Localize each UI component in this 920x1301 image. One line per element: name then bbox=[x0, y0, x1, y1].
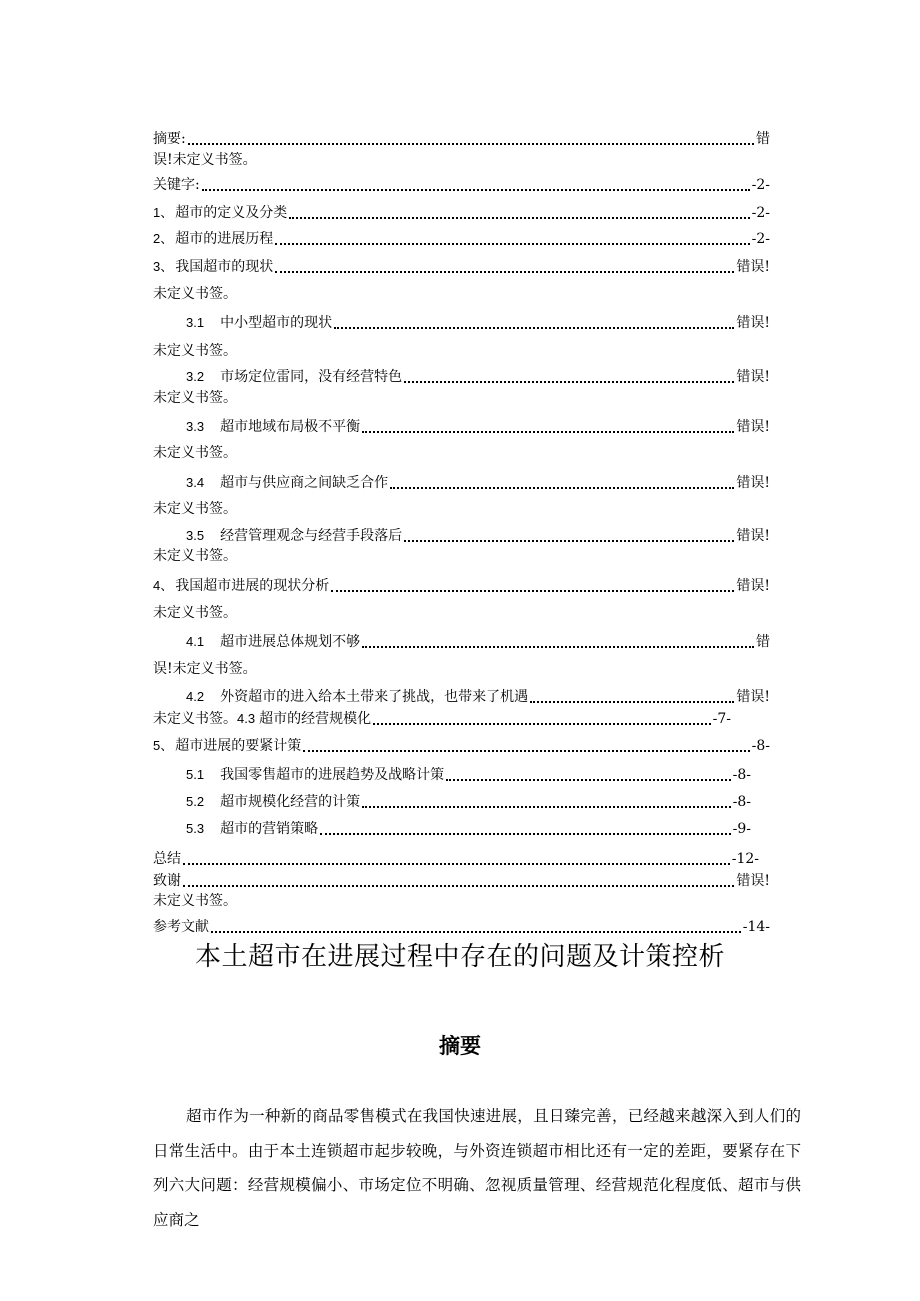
abstract-heading: 摘要 bbox=[439, 1034, 481, 1058]
toc-entry-section-4-2[interactable] bbox=[186, 684, 770, 706]
toc-entry-references[interactable] bbox=[153, 914, 770, 936]
toc-entry-number: 3.2 bbox=[186, 369, 205, 384]
toc-entry-label: 中小型超市的现状 bbox=[220, 315, 333, 331]
toc-entry-number: 1、 bbox=[153, 205, 174, 220]
abstract-paragraph: 超市作为一种新的商品零售模式在我国快速进展，且日臻完善，已经越来越深入到人们的日常生活中。由于本土连锁超市起步较晚，与外资连锁超市相比还有一定的差距，要紧存在下列六大问题：经营规模偏小、市场定位不明确、忽视质量管理、经营规范化程度低、超市与供应商之 bbox=[153, 1107, 801, 1229]
toc-entry-continuation: 未定义书签。 bbox=[153, 343, 237, 359]
toc-entry-section-3[interactable] bbox=[153, 254, 770, 276]
toc-entry-continuation: 未定义书签。 bbox=[153, 445, 237, 461]
toc-entry-number: 4.2 bbox=[186, 689, 205, 704]
toc-entry-number: 4.1 bbox=[186, 634, 205, 649]
toc-entry-label: 外资超市的进入给本土带来了挑战，也带来了机遇 bbox=[220, 689, 529, 705]
toc-entry-page: -7- bbox=[712, 711, 731, 727]
toc-leader bbox=[211, 930, 741, 933]
toc-entry-label: 我国零售超市的进展趋势及战略计策 bbox=[220, 767, 445, 783]
toc-entry-page: -2- bbox=[751, 205, 770, 221]
toc-entry-page: -9- bbox=[732, 821, 751, 837]
toc-entry-page: 错误! bbox=[736, 689, 770, 705]
toc-entry-number: 5.3 bbox=[186, 821, 205, 836]
toc-entry-label: 超市与供应商之间缺乏合作 bbox=[220, 475, 389, 491]
toc-entry-label: 关键字: bbox=[153, 177, 200, 193]
toc-entry-page: -2- bbox=[751, 231, 770, 247]
toc-leader bbox=[362, 430, 734, 433]
toc-entry-continuation: 误!未定义书签。 bbox=[153, 152, 257, 168]
toc-entry-section-5-2[interactable] bbox=[186, 789, 751, 811]
toc-entry-continuation: 误!未定义书签。 bbox=[153, 661, 257, 677]
toc-entry-section-5-1[interactable] bbox=[186, 762, 751, 784]
toc-leader bbox=[188, 142, 754, 145]
toc-entry-abstract[interactable] bbox=[153, 126, 770, 148]
toc-leader bbox=[331, 589, 734, 592]
toc-entry-number: 5.2 bbox=[186, 794, 205, 809]
toc-entry-number: 4.3 bbox=[237, 711, 256, 726]
toc-entry-page: 错误! bbox=[736, 419, 770, 435]
toc-entry-label: 超市的定义及分类 bbox=[175, 205, 288, 221]
toc-entry-section-3-3[interactable] bbox=[186, 414, 770, 436]
toc-entry-continuation: 未定义书签。 bbox=[153, 501, 237, 517]
toc-leader bbox=[390, 486, 734, 489]
toc-entry-page: 错 bbox=[756, 131, 770, 147]
toc-entry-number: 3.1 bbox=[186, 315, 205, 330]
toc-leader bbox=[289, 216, 749, 219]
toc-entry-label: 摘要: bbox=[153, 131, 186, 147]
document-title: 本土超市在进展过程中存在的问题及计策控析 bbox=[194, 942, 725, 972]
toc-entry-number: 3、 bbox=[153, 259, 174, 274]
toc-entry-page: -8- bbox=[732, 767, 751, 783]
toc-entry-page: -14- bbox=[742, 919, 770, 935]
toc-entry-section-3-4[interactable] bbox=[186, 470, 770, 492]
toc-entry-section-3-1[interactable] bbox=[186, 310, 770, 332]
toc-leader bbox=[404, 380, 734, 383]
toc-entry-section-1[interactable] bbox=[153, 200, 770, 222]
toc-entry-page: -2- bbox=[751, 177, 770, 193]
toc-entry-page: 错误! bbox=[736, 259, 770, 275]
toc-entry-page: 错误! bbox=[736, 369, 770, 385]
toc-entry-section-5-3[interactable] bbox=[186, 816, 751, 838]
toc-entry-section-5[interactable] bbox=[153, 733, 770, 755]
toc-entry-page: 错误! bbox=[736, 528, 770, 544]
toc-entry-label: 超市进展的要紧计策 bbox=[175, 738, 302, 754]
toc-leader bbox=[275, 270, 734, 273]
toc-leader bbox=[334, 326, 734, 329]
toc-leader bbox=[446, 778, 731, 781]
toc-entry-page: -8- bbox=[751, 738, 770, 754]
toc-leader bbox=[404, 539, 734, 542]
toc-entry-label: 总结 bbox=[153, 851, 181, 867]
toc-entry-prefix: 未定义书签。 bbox=[153, 711, 237, 727]
toc-entry-number: 3.3 bbox=[186, 419, 205, 434]
toc-entry-continuation: 未定义书签。 bbox=[153, 390, 237, 406]
toc-entry-continuation: 未定义书签。 bbox=[153, 548, 237, 564]
toc-entry-label: 超市进展总体规划不够 bbox=[220, 634, 361, 650]
toc-entry-label: 经营管理观念与经营手段落后 bbox=[220, 528, 403, 544]
toc-entry-summary[interactable] bbox=[153, 846, 759, 868]
toc-entry-label: 参考文献 bbox=[153, 919, 209, 935]
toc-entry-continuation: 未定义书签。 bbox=[153, 286, 237, 302]
toc-entry-page: 错 bbox=[756, 634, 770, 650]
toc-entry-number: 5.1 bbox=[186, 767, 205, 782]
toc-leader bbox=[202, 188, 750, 191]
toc-leader bbox=[530, 700, 734, 703]
toc-entry-page: 错误! bbox=[736, 475, 770, 491]
toc-entry-page: 错误! bbox=[736, 315, 770, 331]
toc-entry-page: -12- bbox=[731, 851, 759, 867]
toc-entry-label: 我国超市进展的现状分析 bbox=[175, 578, 330, 594]
toc-leader bbox=[373, 722, 711, 725]
toc-entry-label: 超市的经营规模化 bbox=[259, 711, 372, 727]
toc-entry-number: 2、 bbox=[153, 231, 174, 246]
toc-entry-label: 超市地域布局极不平衡 bbox=[220, 419, 361, 435]
toc-entry-acknowledgements[interactable] bbox=[153, 868, 770, 890]
toc-entry-page: 错误! bbox=[736, 578, 770, 594]
toc-entry-section-2[interactable] bbox=[153, 226, 770, 248]
toc-entry-label: 致谢 bbox=[153, 873, 181, 889]
toc-leader bbox=[320, 832, 731, 835]
toc-entry-section-4-1[interactable] bbox=[186, 629, 770, 651]
toc-entry-number: 4、 bbox=[153, 578, 174, 593]
toc-entry-page: 错误! bbox=[736, 873, 770, 889]
toc-entry-number: 5、 bbox=[153, 738, 174, 753]
toc-entry-page: -8- bbox=[732, 794, 751, 810]
toc-entry-continuation: 未定义书签。 bbox=[153, 893, 237, 909]
toc-entry-section-4-3[interactable] bbox=[153, 706, 731, 728]
toc-entry-section-3-2[interactable] bbox=[186, 364, 770, 386]
toc-entry-continuation: 未定义书签。 bbox=[153, 605, 237, 621]
toc-entry-label: 我国超市的现状 bbox=[175, 259, 274, 275]
toc-entry-label: 市场定位雷同，没有经营特色 bbox=[220, 369, 403, 385]
toc-entry-label: 超市的营销策略 bbox=[220, 821, 319, 837]
toc-entry-keywords[interactable] bbox=[153, 172, 770, 194]
toc-entry-number: 3.5 bbox=[186, 528, 205, 543]
toc-leader bbox=[362, 805, 731, 808]
toc-leader bbox=[303, 749, 749, 752]
toc-leader bbox=[275, 242, 749, 245]
toc-leader bbox=[183, 862, 730, 865]
toc-leader bbox=[183, 884, 734, 887]
toc-entry-label: 超市的进展历程 bbox=[175, 231, 274, 247]
toc-entry-number: 3.4 bbox=[186, 475, 205, 490]
toc-entry-section-4[interactable] bbox=[153, 573, 770, 595]
toc-entry-label: 超市规模化经营的计策 bbox=[220, 794, 361, 810]
toc-leader bbox=[362, 645, 754, 648]
toc-entry-section-3-5[interactable] bbox=[186, 523, 770, 545]
